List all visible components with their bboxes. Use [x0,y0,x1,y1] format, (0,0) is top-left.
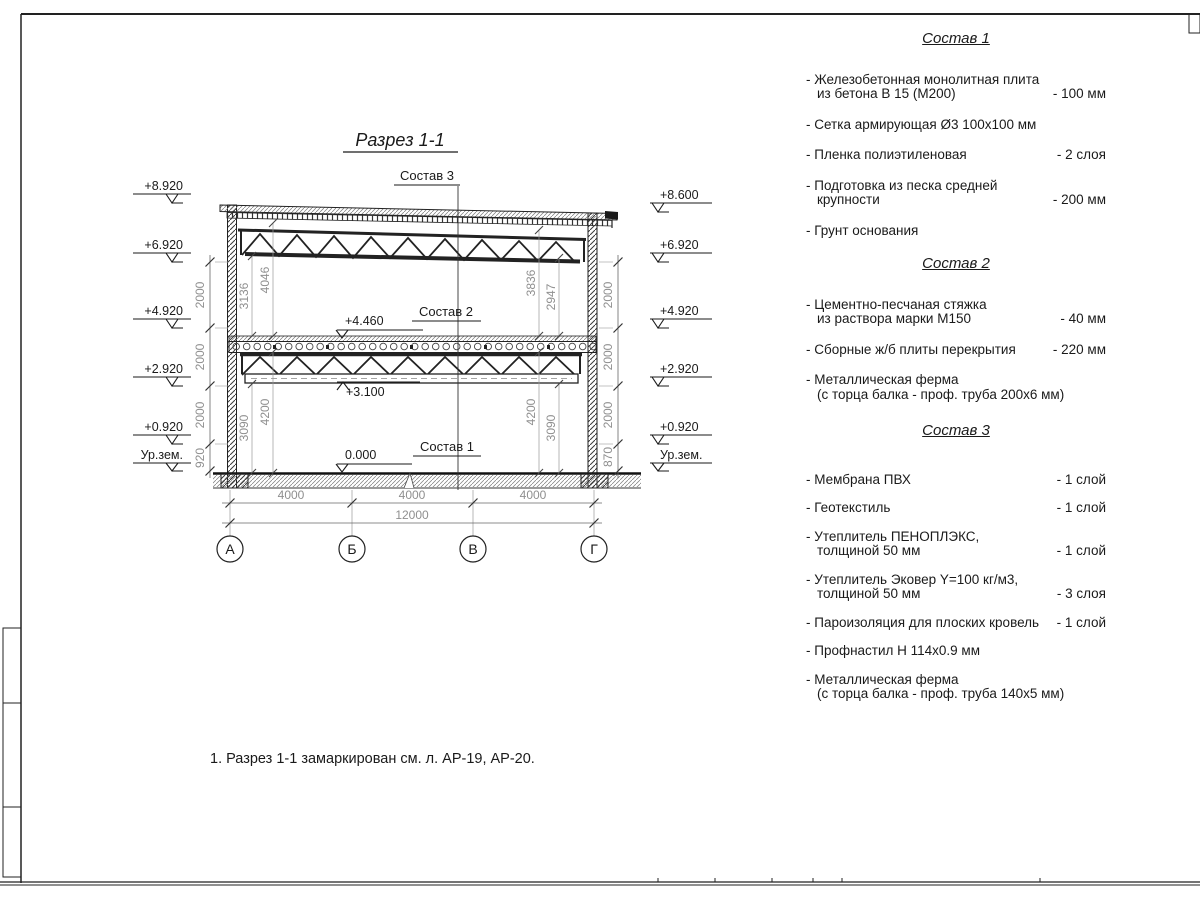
svg-text:4046: 4046 [258,266,272,294]
svg-text:2000: 2000 [193,281,207,309]
svg-text:4000: 4000 [277,488,305,502]
item-text: - Геотекстиль [806,500,891,515]
item-text: - Пароизоляция для плоских кровель [806,614,1040,630]
svg-text:2000: 2000 [193,343,207,371]
svg-text:+8.600: +8.600 [660,188,699,202]
list-item [806,644,1106,659]
mark-left-2920 [133,362,191,386]
note-text: 1. Разрез 1-1 замаркирован см. л. АР-19, АР-20. [210,751,535,767]
mark-right-ground [650,448,712,471]
mark-right-8600 [650,188,712,212]
svg-text:+2.920: +2.920 [660,362,699,376]
list-item: - Металлическая ферма (с торца балка - проф. труба 140x5 мм) [806,673,1106,702]
item-text: - Сборные ж/б плиты перекрытия [806,341,1016,357]
svg-text:3090: 3090 [237,414,251,442]
svg-text:2000: 2000 [601,281,615,309]
svg-text:870: 870 [601,446,615,468]
dim-chain-left [193,255,228,478]
composition-3-heading: Состав 3 [922,422,990,439]
elevation-marks-right [650,188,712,471]
roof-truss [238,230,586,262]
item-value: - 2 слоя [1056,147,1106,162]
svg-text:+8.920: +8.920 [144,179,183,193]
floor-truss [240,355,582,384]
svg-text:Ур.зем.: Ур.зем. [140,448,183,462]
svg-text:3136: 3136 [237,282,251,310]
item-value: - 1 слой [1056,471,1106,487]
svg-text:+6.920: +6.920 [660,238,699,252]
bottom-dims [217,488,607,562]
section-title [343,130,458,152]
mark-left-4920 [133,304,191,328]
svg-text:3090: 3090 [544,414,558,442]
svg-text:+3.100: +3.100 [346,385,385,399]
list-item [806,343,1106,358]
item-text: - Подготовка из песка средней [806,177,998,193]
ground-floor [213,473,641,488]
mark-left-8920 [133,179,191,203]
mark-0000 [336,448,412,472]
list-item: - Металлическая ферма (с торца балка - проф. труба 200x6 мм) [806,373,1106,402]
list-item [806,118,1106,133]
roof [220,205,618,228]
svg-text:4200: 4200 [524,398,538,426]
list-item: - Утеплитель ПЕНОПЛЭКС, толщиной 50 мм - 1 слой [806,528,1106,558]
mark-left-6920 [133,238,191,262]
svg-text:+0.920: +0.920 [660,420,699,434]
list-item [806,501,1106,516]
svg-text:0.000: 0.000 [345,448,377,462]
mark-left-ground [133,448,191,471]
svg-text:2000: 2000 [193,401,207,429]
svg-text:+4.920: +4.920 [660,304,699,318]
item-text: - Профнастил Н 114x0.9 мм [806,643,980,658]
mark-right-6920 [650,238,712,262]
item-text: - Металлическая ферма [806,372,959,387]
axis-label-v: В [468,541,478,557]
left-stamp-cells [3,628,21,877]
item-value: - 40 мм [1060,311,1106,326]
item-text: - Металлическая ферма [806,671,959,687]
mark-right-4920 [650,304,712,328]
dim-chain-right [599,255,623,478]
composition-2-heading: Состав 2 [922,255,990,272]
callout-sostav3: Состав 3 [400,168,454,183]
list-item: - Цементно-песчаная стяжка из раствора марки М150 - 40 мм [806,296,1106,326]
item-text: - Цементно-песчаная стяжка [806,296,987,312]
svg-text:+6.920: +6.920 [144,238,183,252]
svg-text:+0.920: +0.920 [144,420,183,434]
item-text: - Сетка армирующая Ø3 100x100 мм [806,116,1037,132]
axis-bubbles [217,536,607,562]
svg-text:12000: 12000 [395,508,429,522]
item-text: - Утеплитель ПЕНОПЛЭКС, [806,528,980,544]
item-value: - 220 мм [1052,341,1106,357]
svg-text:4000: 4000 [519,488,547,502]
item-value: - 200 мм [1052,192,1106,207]
svg-text:2000: 2000 [601,343,615,371]
item-text: - Пленка полиэтиленовая [806,147,967,162]
mark-left-0920 [133,420,191,444]
svg-text:+4.920: +4.920 [144,304,183,318]
list-item: - Утеплитель Эковер Y=100 кг/м3, толщиной 50 мм - 3 слоя [806,571,1106,601]
callout-sostav1: Состав 1 [420,439,474,454]
list-item: - Железобетонная монолитная плита из бетона В 15 (М200) - 100 мм [806,71,1106,101]
composition-list-2 [806,257,1106,418]
axis-label-b: Б [347,541,357,557]
list-item [806,473,1106,488]
item-value: - 100 мм [1052,86,1106,101]
svg-text:920: 920 [193,447,207,469]
mark-3100 [337,382,420,399]
composition-list-3 [806,424,1106,716]
axis-label-g: Г [590,541,598,557]
item-value: - 1 слой [1056,614,1106,630]
item-text: - Железобетонная монолитная плита [806,71,1040,87]
item-value: - 1 слой [1056,500,1106,515]
svg-text:2947: 2947 [544,283,558,311]
page-title: Разрез 1-1 [355,130,445,150]
item-text: - Грунт основания [806,222,919,238]
svg-text:4200: 4200 [258,398,272,426]
callout-sostav2: Состав 2 [419,304,473,319]
mark-right-0920 [650,420,712,444]
item-text: - Утеплитель Эковер Y=100 кг/м3, [806,571,1019,587]
list-item: - Подготовка из песка средней крупности - 200 мм [806,177,1106,207]
list-item [806,148,1106,163]
item-value: - 1 слой [1056,543,1106,558]
list-item [806,224,1106,239]
item-value: - 3 слоя [1056,586,1106,601]
composition-1-heading: Состав 1 [922,30,990,47]
svg-text:+4.460: +4.460 [345,314,384,328]
svg-text:4000: 4000 [398,488,426,502]
list-item [806,616,1106,631]
mark-4460 [336,314,423,338]
axis-label-a: А [225,541,235,557]
item-text: - Мембрана ПВХ [806,471,911,487]
svg-text:2000: 2000 [601,401,615,429]
mark-right-2920 [650,362,712,386]
svg-text:3836: 3836 [524,269,538,297]
elevation-marks-left [133,179,191,471]
svg-text:Ур.зем.: Ур.зем. [660,448,703,462]
svg-text:+2.920: +2.920 [144,362,183,376]
composition-list-1 [806,32,1106,254]
